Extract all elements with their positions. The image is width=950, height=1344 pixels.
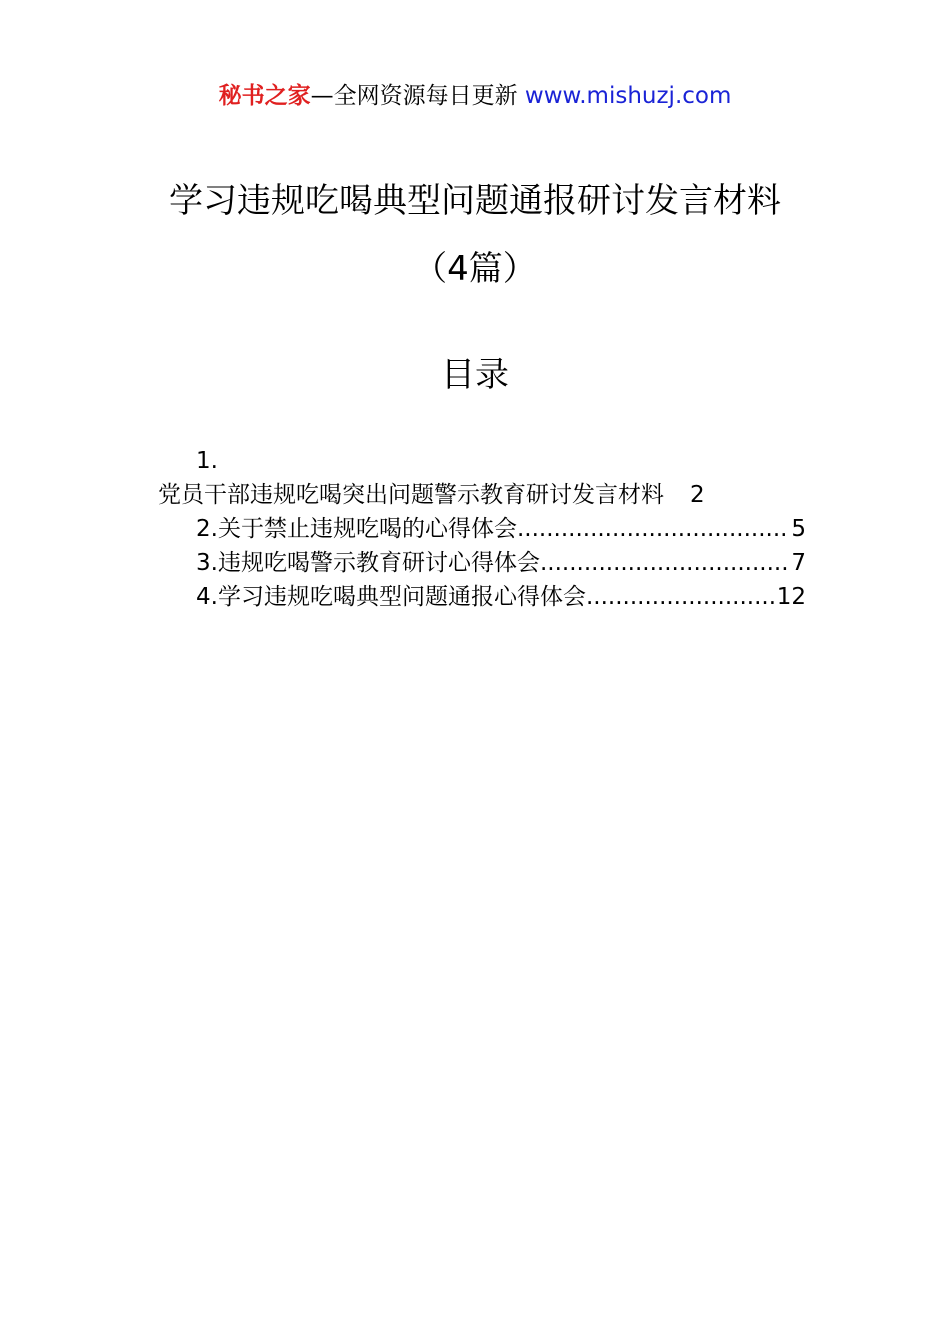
toc-item-3-page: 7 [791, 550, 806, 576]
toc-leader-dots [586, 580, 775, 614]
toc-heading: 目录 [441, 355, 509, 395]
toc-leader-dots [517, 512, 789, 546]
toc-item-1-text: 党员干部违规吃喝突出问题警示教育研讨发言材料 [158, 482, 664, 508]
toc-item-4-label: 4.学习违规吃喝典型问题通报心得体会 [196, 584, 586, 610]
toc-item-1-title[interactable] [158, 478, 705, 512]
header-slogan: —全网资源每日更新 [310, 83, 518, 109]
toc-item-2[interactable] [196, 512, 806, 546]
toc-item-2-label: 2.关于禁止违规吃喝的心得体会 [196, 516, 517, 542]
toc-item-3-label: 3.违规吃喝警示教育研讨心得体会 [196, 550, 540, 576]
toc-leader-dots [540, 546, 789, 580]
toc-item-2-page: 5 [791, 516, 806, 542]
site-url-link[interactable]: www.mishuzj.com [524, 83, 732, 109]
toc-item-4-page: 12 [776, 584, 806, 610]
document-subtitle: （4篇） [413, 249, 537, 289]
toc-item-4[interactable] [196, 580, 806, 614]
toc-item-1-page: 2 [690, 482, 705, 508]
brand-name: 秘书之家 [218, 83, 311, 109]
toc-item-3[interactable] [196, 546, 806, 580]
document-title: 学习违规吃喝典型问题通报研讨发言材料 [169, 181, 781, 221]
toc-item-1-number[interactable]: 1. [196, 448, 218, 474]
site-header [0, 80, 950, 112]
